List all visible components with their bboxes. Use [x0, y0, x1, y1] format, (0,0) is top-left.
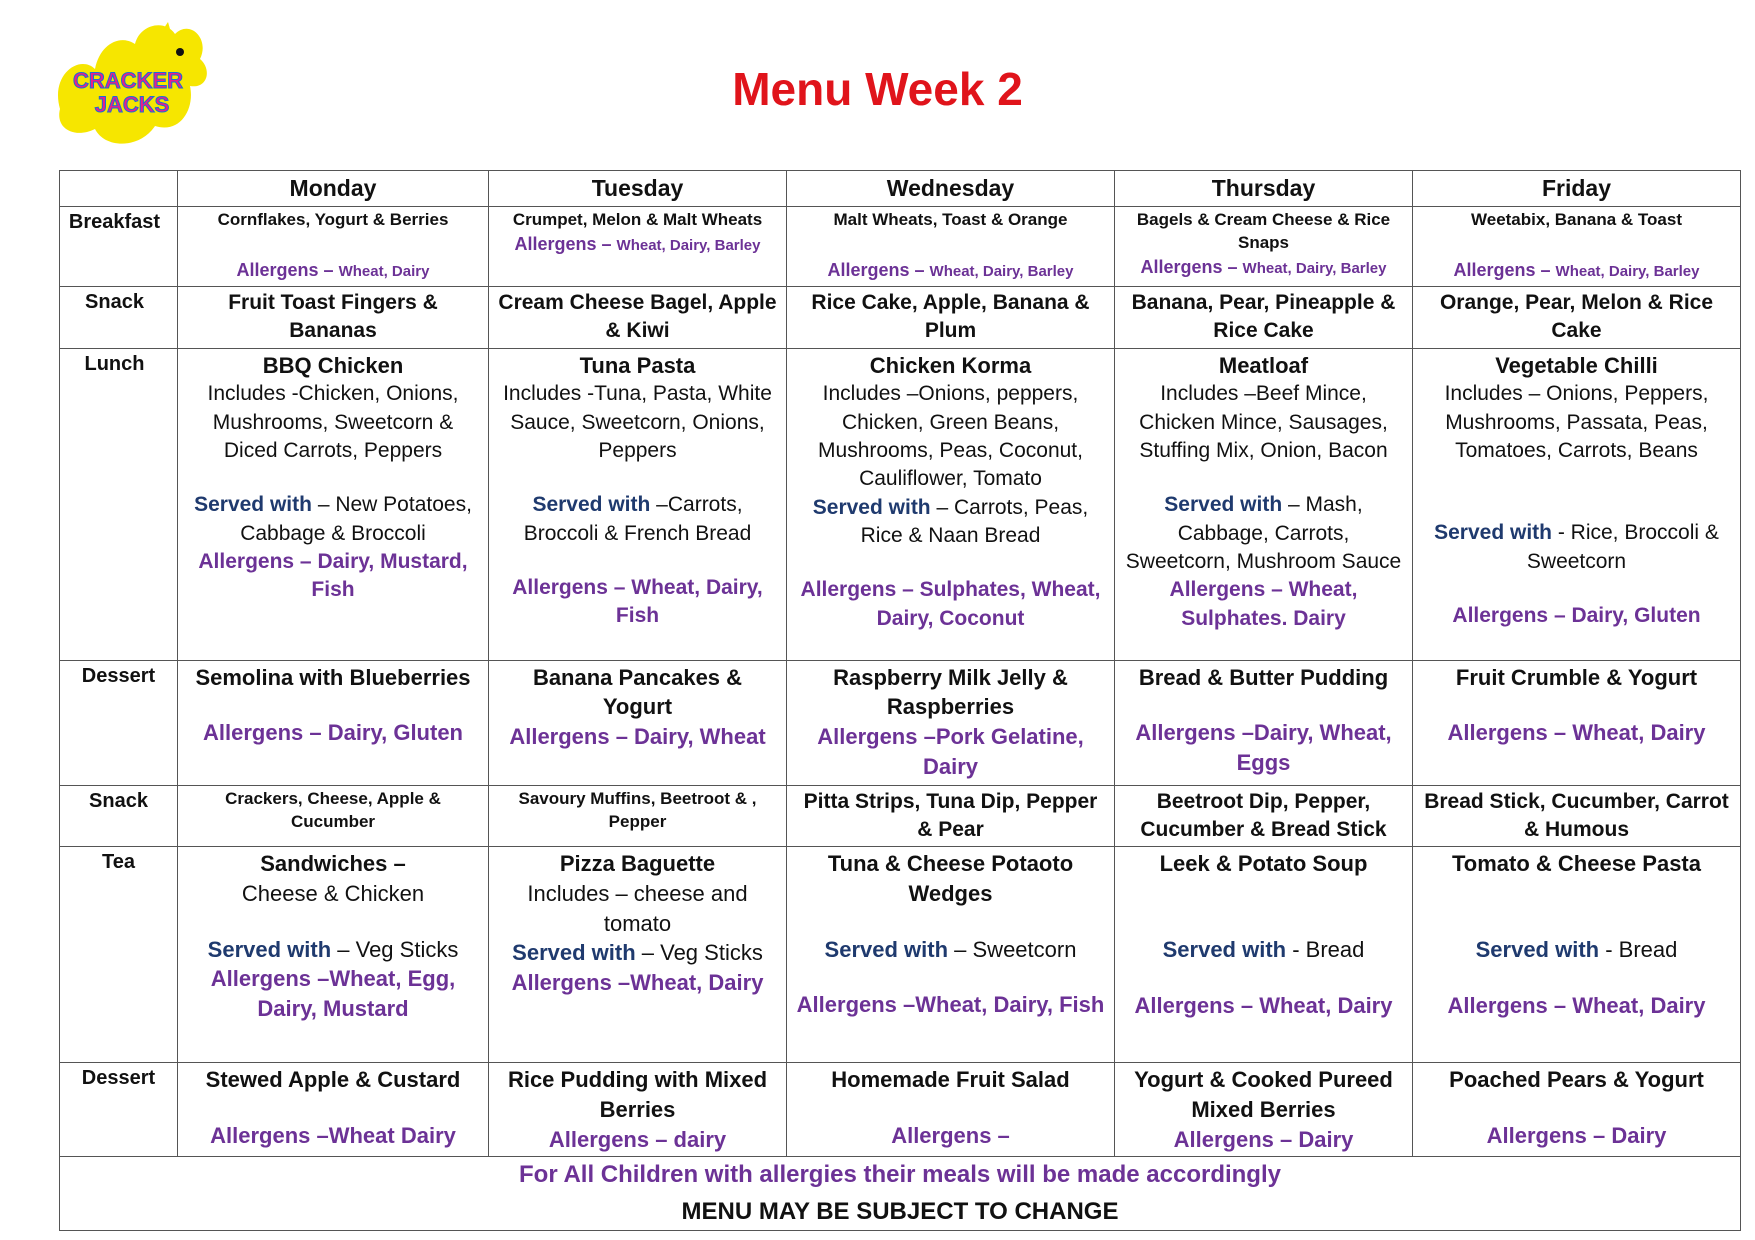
dessert-cell	[489, 1063, 787, 1157]
dish-name: Vegetable Chilli	[1495, 352, 1658, 378]
dish-name: Raspberry Milk Jelly & Raspberries	[833, 664, 1068, 720]
served-with: Served with – Mash, Cabbage, Carrots, Sweetcorn, Mushroom Sauce	[1125, 493, 1402, 574]
tea-cell	[787, 847, 1115, 1063]
includes: Includes –Beef Mince, Chicken Mince, Sausages, Stuffing Mix, Onion, Bacon	[1139, 382, 1388, 463]
dish-name: Stewed Apple & Custard	[205, 1067, 461, 1093]
day-monday: Monday	[178, 171, 489, 207]
allergens: Allergens – Wheat, Dairy	[1447, 992, 1706, 1018]
snack-cell: Crackers, Cheese, Apple & Cucumber	[178, 785, 489, 847]
dessert-cell	[489, 660, 787, 785]
lunch-cell	[787, 348, 1115, 660]
tea-cell	[1115, 847, 1413, 1063]
served-with: Served with – New Potatoes, Cabbage & Broccoli	[194, 493, 472, 545]
allergens: Allergens –Wheat Dairy	[210, 1123, 456, 1149]
footer-row	[60, 1157, 1741, 1231]
dish-name: Semolina with Blueberries	[195, 664, 471, 690]
dessert-cell	[178, 660, 489, 785]
dish-name: Sandwiches –	[260, 851, 406, 877]
dish-name: Bread & Butter Pudding	[1138, 664, 1389, 690]
dish-name: Bagels & Cream Cheese & Rice Snaps	[1136, 210, 1391, 252]
dish-name: Banana Pancakes & Yogurt	[532, 664, 743, 720]
meal-label: Breakfast	[60, 207, 178, 287]
day-thursday: Thursday	[1115, 171, 1413, 207]
snack-cell: Rice Cake, Apple, Banana & Plum	[787, 287, 1115, 349]
dessert-row	[60, 660, 1741, 785]
includes: Includes -Chicken, Onions, Mushrooms, Sweetcorn & Diced Carrots, Peppers	[207, 382, 459, 463]
meal-label: Dessert	[60, 1063, 178, 1157]
allergens: Allergens – Wheat, Dairy, Barley	[514, 233, 761, 254]
snack-cell: Cream Cheese Bagel, Apple & Kiwi	[489, 287, 787, 349]
includes: Includes –Onions, peppers, Chicken, Green Beans, Mushrooms, Peas, Coconut, Cauliflower, Tomato	[818, 382, 1083, 491]
snack-cell: Bread Stick, Cucumber, Carrot & Humous	[1413, 785, 1741, 847]
served-with: Served with - Rice, Broccoli & Sweetcorn	[1434, 521, 1719, 573]
breakfast-cell	[489, 207, 787, 287]
allergy-notice: For All Children with allergies their meals will be made accordingly	[519, 1161, 1281, 1189]
allergens: Allergens – Dairy, Gluten	[202, 720, 463, 746]
breakfast-row	[60, 207, 1741, 287]
dessert-cell	[178, 1063, 489, 1157]
allergens: Allergens – Wheat, Dairy, Barley	[1140, 256, 1387, 277]
served-with: Served with – Carrots, Peas, Rice & Naan Bread	[812, 495, 1089, 548]
allergens: Allergens –	[891, 1123, 1010, 1149]
includes: Includes -Tuna, Pasta, White Sauce, Sweetcorn, Onions, Peppers	[503, 382, 772, 463]
day-tuesday: Tuesday	[489, 171, 787, 207]
dish-name: Homemade Fruit Salad	[831, 1067, 1070, 1093]
allergens: Allergens – Dairy	[1173, 1126, 1354, 1152]
dish-name: Poached Pears & Yogurt	[1449, 1067, 1704, 1093]
lunch-cell	[1413, 348, 1741, 660]
allergens: Allergens – Wheat, Dairy	[236, 259, 430, 280]
dessert-cell	[1115, 1063, 1413, 1157]
allergens: Allergens – Dairy, Mustard, Fish	[198, 550, 468, 602]
svg-text:JACKS: JACKS	[94, 92, 170, 117]
corner-cell	[60, 171, 178, 207]
dish-name: Weetabix, Banana & Toast	[1471, 210, 1682, 230]
day-friday: Friday	[1413, 171, 1741, 207]
lunch-row	[60, 348, 1741, 660]
svg-text:CRACKER: CRACKER	[73, 68, 183, 93]
allergens: Allergens – Dairy	[1486, 1123, 1667, 1149]
meal-label: Snack	[60, 287, 178, 349]
dessert-cell	[1413, 660, 1741, 785]
detail: Cheese & Chicken	[241, 881, 425, 907]
meal-label: Tea	[60, 847, 178, 1063]
dish-name: Meatloaf	[1218, 352, 1309, 378]
tea-row	[60, 847, 1741, 1063]
allergens: Allergens – Wheat, Dairy, Barley	[827, 259, 1074, 280]
allergens: Allergens –Wheat, Egg, Dairy, Mustard	[210, 966, 456, 1022]
snack-cell: Orange, Pear, Melon & Rice Cake	[1413, 287, 1741, 349]
menu-table	[59, 170, 1741, 1231]
dish-name: Fruit Crumble & Yogurt	[1455, 664, 1698, 690]
includes: Includes – Onions, Peppers, Mushrooms, Passata, Peas, Tomatoes, Carrots, Beans	[1444, 382, 1709, 463]
detail: Includes – cheese and tomato	[527, 881, 748, 936]
breakfast-cell	[1413, 207, 1741, 287]
tea-cell	[178, 847, 489, 1063]
allergens: Allergens – Sulphates, Wheat, Dairy, Coconut	[800, 578, 1101, 630]
allergens: Allergens – dairy	[548, 1126, 727, 1152]
allergens: Allergens –Pork Gelatine, Dairy	[817, 724, 1084, 779]
allergens: Allergens – Dairy, Wheat	[509, 724, 766, 750]
allergens: Allergens – Wheat, Dairy	[1134, 992, 1393, 1018]
served-with: Served with - Bread	[1162, 937, 1365, 963]
allergens: Allergens –Wheat, Dairy, Fish	[796, 992, 1105, 1018]
change-notice: MENU MAY BE SUBJECT TO CHANGE	[681, 1197, 1119, 1225]
meal-label: Dessert	[60, 660, 178, 785]
lunch-cell	[1115, 348, 1413, 660]
served-with: Served with –Carrots, Broccoli & French Bread	[523, 493, 752, 545]
snack-cell: Fruit Toast Fingers & Bananas	[178, 287, 489, 349]
meal-label: Lunch	[60, 348, 178, 660]
allergens: Allergens – Wheat, Dairy	[1447, 720, 1706, 746]
snack-cell: Banana, Pear, Pineapple & Rice Cake	[1115, 287, 1413, 349]
snack-row	[60, 785, 1741, 847]
dish-name: Rice Pudding with Mixed Berries	[507, 1067, 768, 1123]
allergens: Allergens – Wheat, Dairy, Fish	[512, 576, 763, 628]
dish-name: BBQ Chicken	[262, 352, 404, 378]
allergens: Allergens – Wheat, Sulphates. Dairy	[1169, 578, 1358, 630]
tea-cell	[489, 847, 787, 1063]
allergens: Allergens –Wheat, Dairy	[511, 970, 764, 996]
snack-cell: Pitta Strips, Tuna Dip, Pepper & Pear	[787, 785, 1115, 847]
served-with: Served with - Bread	[1475, 937, 1678, 963]
dish-name: Leek & Potato Soup	[1159, 851, 1368, 877]
snack-cell: Beetroot Dip, Pepper, Cucumber & Bread Stick	[1115, 785, 1413, 847]
dish-name: Tomato & Cheese Pasta	[1451, 851, 1701, 877]
dish-name: Cornflakes, Yogurt & Berries	[217, 210, 449, 230]
dish-name: Yogurt & Cooked Pureed Mixed Berries	[1134, 1067, 1393, 1123]
footer-cell	[60, 1157, 1741, 1231]
page-title: Menu Week 2	[732, 63, 1023, 115]
allergens: Allergens – Dairy, Gluten	[1452, 604, 1701, 628]
served-with: Served with – Veg Sticks	[512, 940, 763, 966]
meal-label: Snack	[60, 785, 178, 847]
allergens: Allergens – Wheat, Dairy, Barley	[1453, 259, 1700, 280]
dessert-cell	[787, 1063, 1115, 1157]
dish-name: Chicken Korma	[869, 352, 1032, 378]
dessert-cell	[1413, 1063, 1741, 1157]
breakfast-cell	[178, 207, 489, 287]
header-row	[60, 171, 1741, 207]
breakfast-cell	[1115, 207, 1413, 287]
tea-cell	[1413, 847, 1741, 1063]
served-with: Served with – Veg Sticks	[207, 936, 459, 962]
snack-row	[60, 287, 1741, 349]
dessert-row	[60, 1063, 1741, 1157]
dish-name: Crumpet, Melon & Malt Wheats	[512, 210, 763, 230]
dish-name: Tuna & Cheese Potaoto Wedges	[827, 851, 1074, 907]
served-with: Served with – Sweetcorn	[824, 936, 1077, 962]
dish-name: Malt Wheats, Toast & Orange	[833, 210, 1068, 230]
lunch-cell	[178, 348, 489, 660]
breakfast-cell	[787, 207, 1115, 287]
dessert-cell	[1115, 660, 1413, 785]
dessert-cell	[787, 660, 1115, 785]
snack-cell: Savoury Muffins, Beetroot & , Pepper	[489, 785, 787, 847]
allergens: Allergens –Dairy, Wheat, Eggs	[1135, 720, 1392, 776]
dish-name: Tuna Pasta	[579, 352, 696, 378]
dish-name: Pizza Baguette	[559, 851, 716, 877]
day-wednesday: Wednesday	[787, 171, 1115, 207]
lunch-cell	[489, 348, 787, 660]
